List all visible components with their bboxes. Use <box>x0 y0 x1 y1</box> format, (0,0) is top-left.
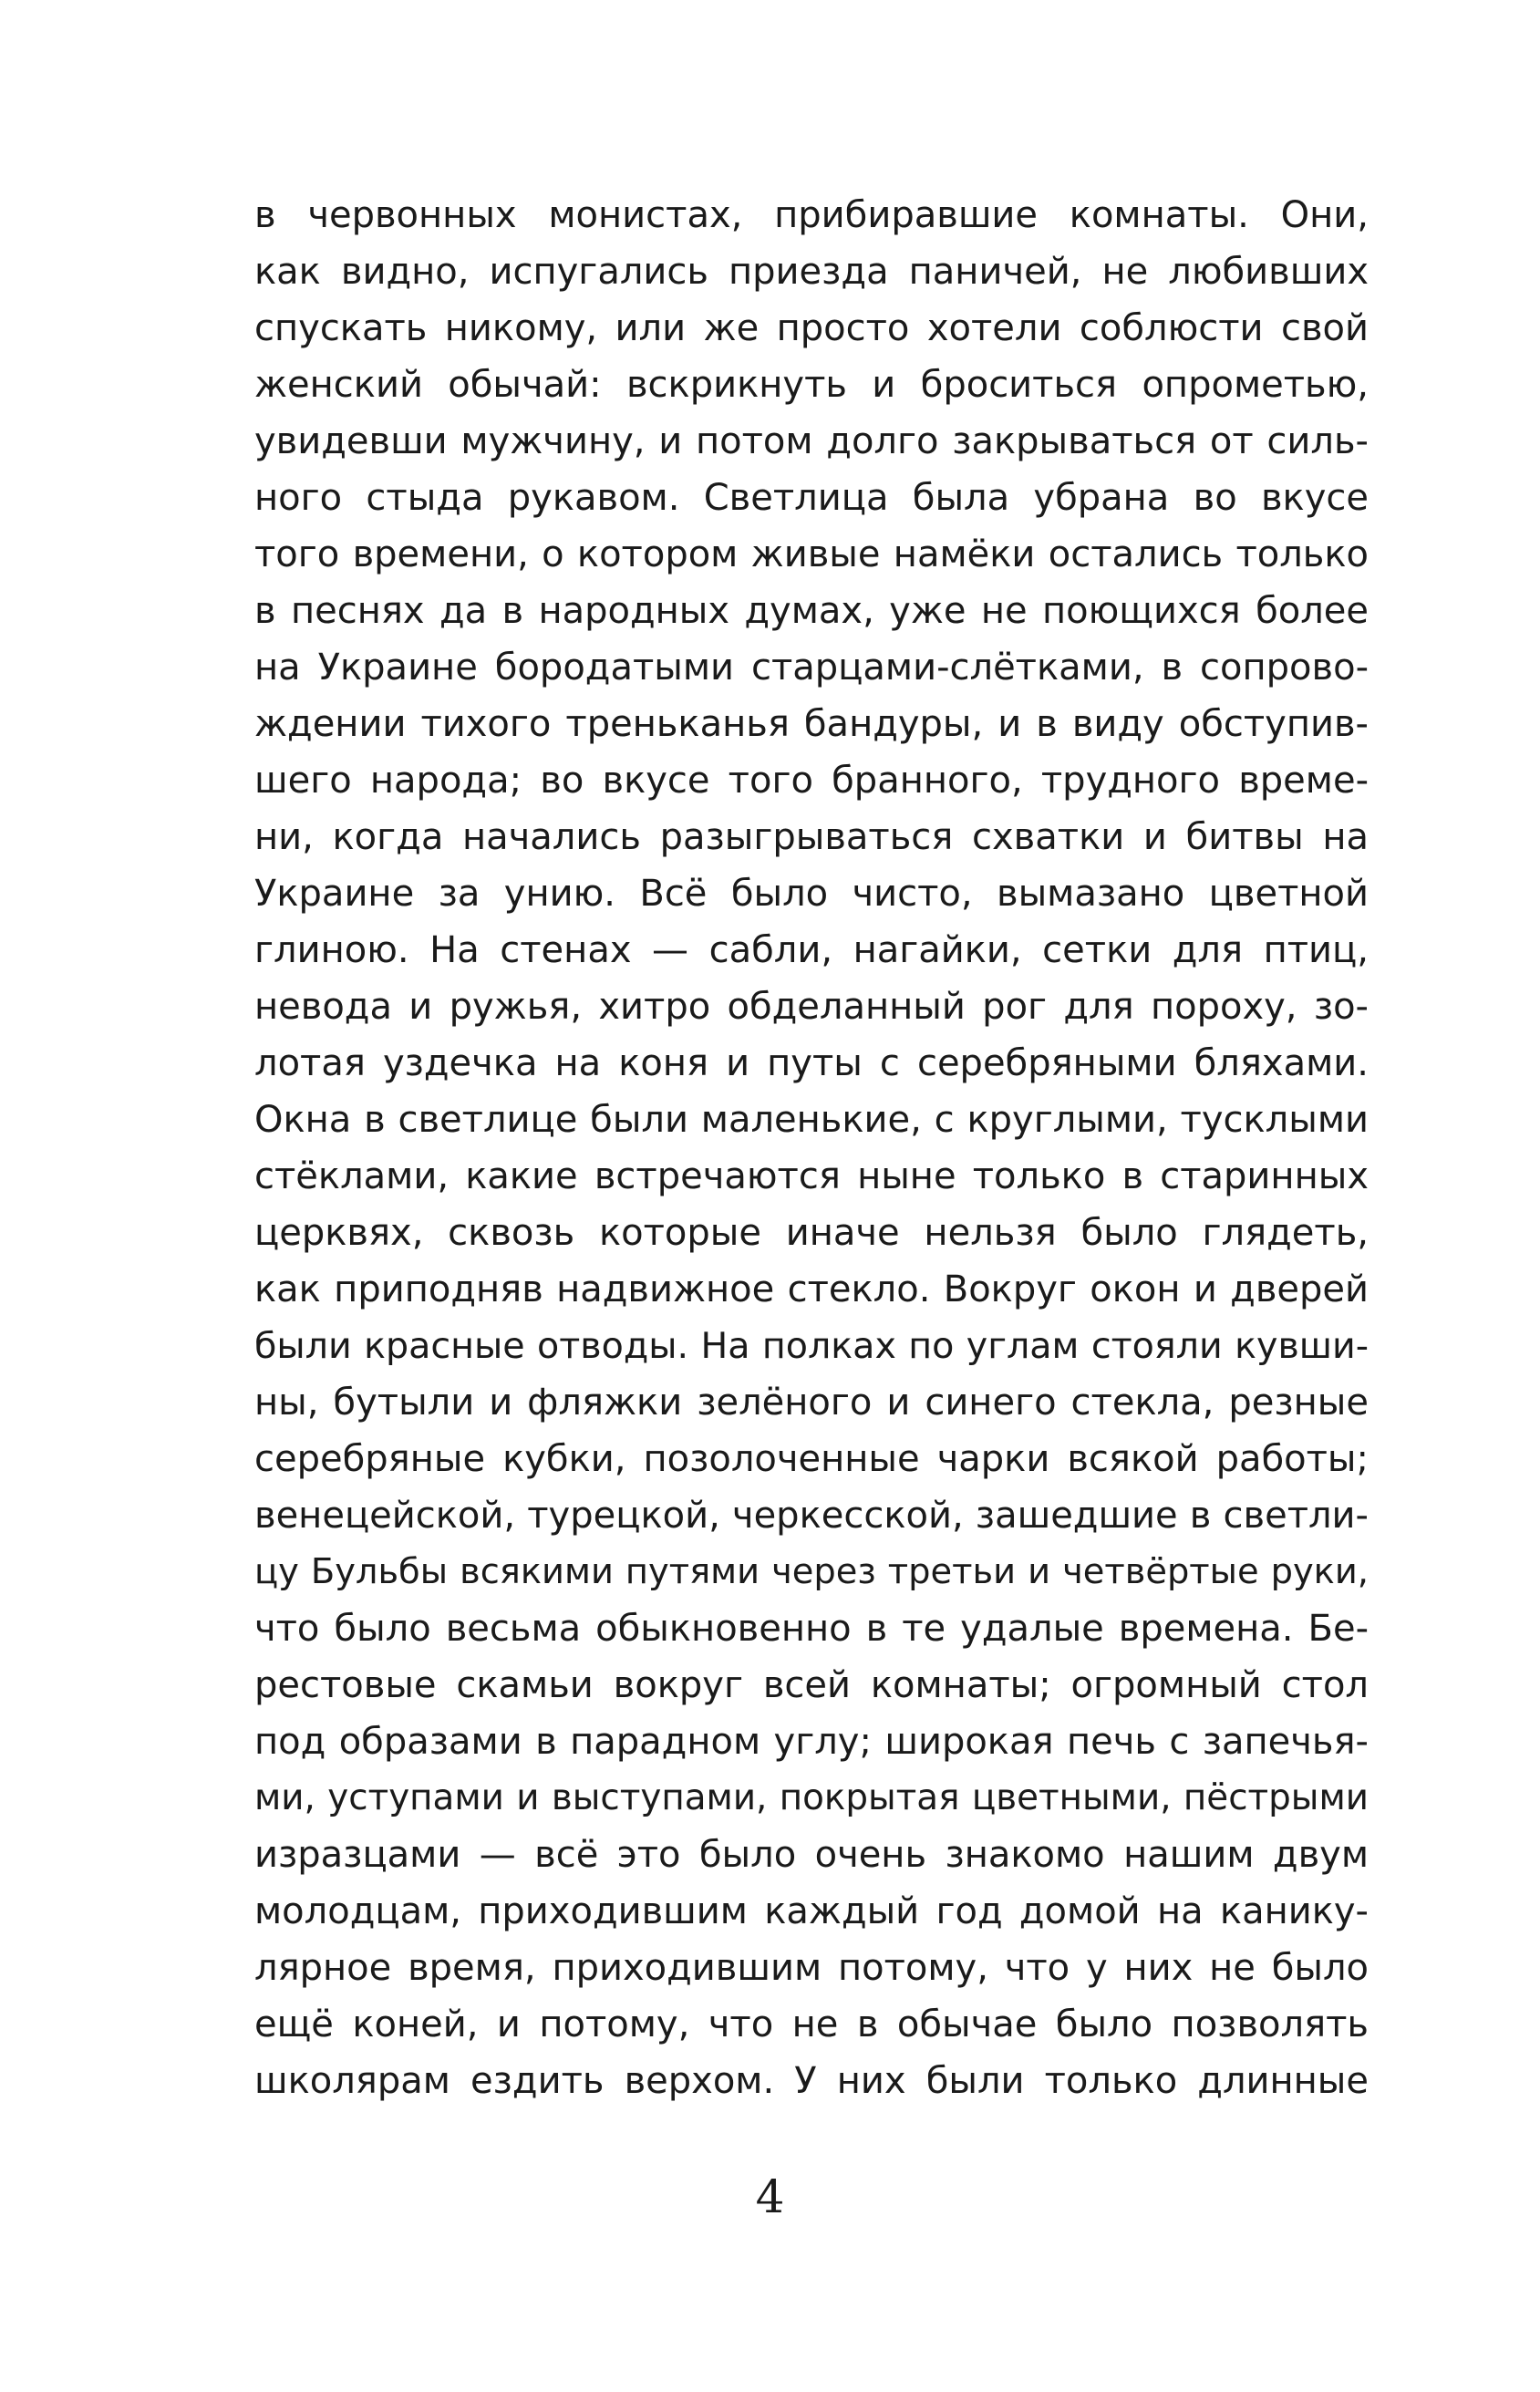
text-line: ни, когда начались разыгрываться схватки и битвы на <box>254 816 1369 858</box>
text-line: серебряные кубки, позолоченные чарки всякой работы; <box>254 1438 1369 1480</box>
text-line: Украине за унию. Всё было чисто, вымазано цветной <box>254 873 1369 915</box>
text-line: молодцам, приходившим каждый год домой на канику- <box>254 1890 1369 1932</box>
text-line: под образами в парадном углу; широкая печь с запечья- <box>254 1721 1369 1763</box>
text-line: церквях, сквозь которые иначе нельзя было глядеть, <box>254 1212 1369 1254</box>
text-line: Окна в светлице были маленькие, с круглыми, тусклыми <box>254 1099 1369 1141</box>
text-line: были красные отводы. На полках по углам стояли кувши- <box>254 1325 1369 1367</box>
text-line: спускать никому, или же просто хотели соблюсти свой <box>254 307 1369 349</box>
text-line: ми, уступами и выступами, покрытая цветными, пёстрыми <box>254 1777 1369 1818</box>
text-line: того времени, о котором живые намёки остались только <box>254 533 1369 575</box>
text-line: изразцами — всё это было очень знакомо нашим двум <box>254 1834 1369 1876</box>
text-line: школярам ездить верхом. У них были только длинные <box>254 2060 1369 2102</box>
text-line: как приподняв надвижное стекло. Вокруг окон и дверей <box>254 1268 1369 1310</box>
text-line: лотая уздечка на коня и путы с серебряными бляхами. <box>254 1042 1369 1084</box>
page-number: 4 <box>755 2170 785 2223</box>
text-line: что было весьма обыкновенно в те удалые времена. Бе- <box>254 1608 1369 1650</box>
text-line: увидевши мужчину, и потом долго закрываться от силь- <box>254 420 1369 462</box>
text-line: венецейской, турецкой, черкесской, зашедшие в светли- <box>254 1495 1369 1537</box>
text-line: стёклами, какие встречаются ныне только в старинных <box>254 1155 1369 1197</box>
text-line: ждении тихого треньканья бандуры, и в виду обступив- <box>254 703 1369 745</box>
text-line: на Украине бородатыми старцами-слётками, в сопрово- <box>254 647 1369 689</box>
text-line: невода и ружья, хитро обделанный рог для пороху, зо- <box>254 986 1369 1028</box>
text-line: рестовые скамьи вокруг всей комнаты; огромный стол <box>254 1664 1369 1706</box>
body-text <box>254 187 1369 2109</box>
text-line: ного стыда рукавом. Светлица была убрана во вкусе <box>254 477 1369 519</box>
text-line: в песнях да в народных думах, уже не поющихся более <box>254 590 1369 632</box>
text-line: лярное время, приходившим потому, что у них не было <box>254 1947 1369 1989</box>
text-line: глиною. На стенах — сабли, нагайки, сетки для птиц, <box>254 929 1369 971</box>
text-line: женский обычай: вскрикнуть и броситься опрометью, <box>254 364 1369 406</box>
text-line: ны, бутыли и фляжки зелёного и синего стекла, резные <box>254 1382 1369 1424</box>
text-line: цу Бульбы всякими путями через третьи и четвёртые руки, <box>254 1551 1369 1592</box>
text-line: ещё коней, и потому, что не в обычае было позволять <box>254 2004 1369 2045</box>
text-line: как видно, испугались приезда паничей, не любивших <box>254 251 1369 293</box>
text-line: шего народа; во вкусе того бранного, трудного време- <box>254 760 1369 802</box>
text-line: в червонных монистах, прибиравшие комнаты. Они, <box>254 194 1369 236</box>
